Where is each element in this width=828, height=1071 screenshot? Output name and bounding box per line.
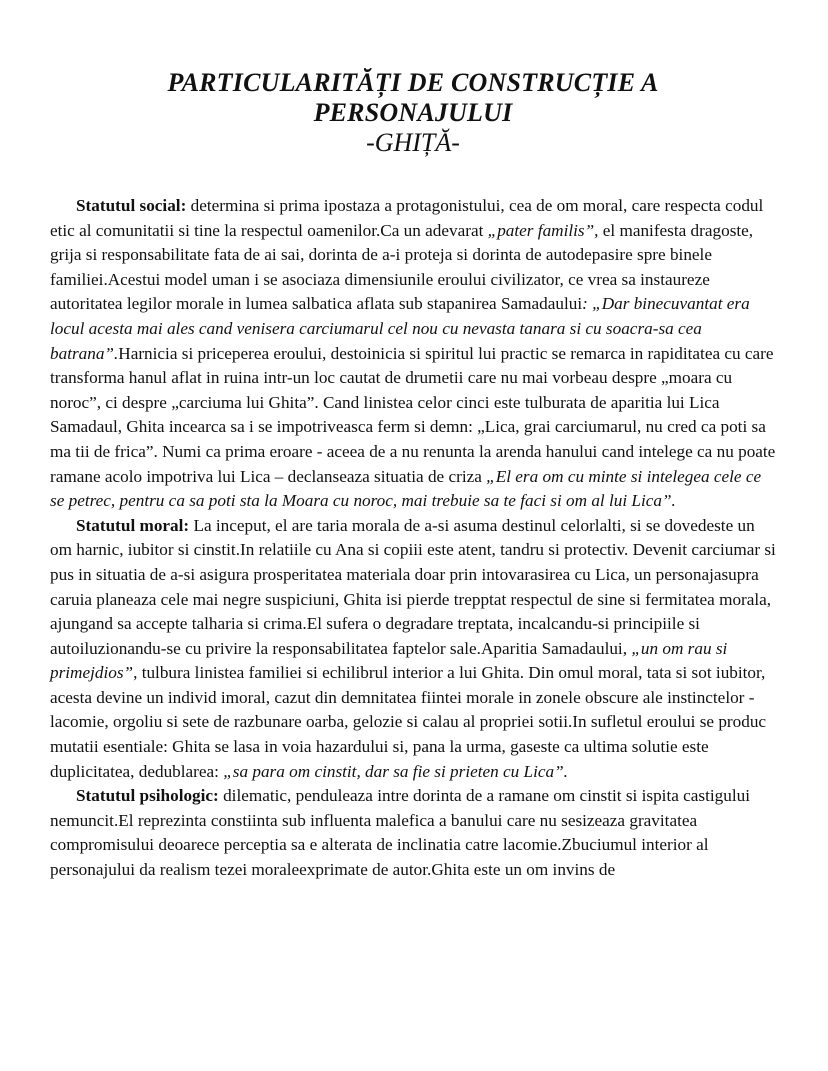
paragraph-psychological-status (50, 784, 776, 882)
document-subtitle: -GHIȚĂ- (366, 128, 460, 157)
section-heading: Statutul social: (76, 196, 187, 215)
paragraph-text: La inceput, el are taria morala de a-si asuma destinul celorlalti, si se dovedeste un om harnic, iubitor si cinstit.In relatiile cu Ana si copiii este atent, tandru si protectiv. Devenit carciumar si pus in situatia de a-si asigura prosperitatea materiala doar prin intovarasirea cu Lica, un personajasupra caruia planeaza cele mai negre suspiciuni, Ghita isi pierde trepptat respectul de sine si fermitatea morala, ajungand sa accepte talharia si crima.El sufera o degradare treptata, incalcandu-si principiile si autoiluzionandu-se cu privire la responsabilitatea faptelor sale.Aparitia Samadaului, (50, 515, 776, 658)
title-line-2: PERSONAJULUI (313, 98, 513, 127)
document-body (50, 194, 776, 883)
paragraph-moral-status (50, 514, 776, 785)
quote-text: „El era om cu minte si intelegea cele ce se petrec, pentru ca sa poti sta la Moara cu noroc, mai trebuie sa te faci si om al lui Lica”. (50, 466, 762, 511)
quote-text: „sa para om cinstit, dar sa fie si prieten cu Lica”. (223, 761, 568, 781)
paragraph-text: Harnicia si priceperea eroului, destoinicia si spiritul lui practic se remarca in rapiditatea cu care transforma hanul aflat in ruina intr-un loc cautat de drumetii care nu mai vorbeau despre „moara cu noroc”, ci despre „carciuma lui Ghita”. Cand linistea celor cinci este tulburata de aparitia lui Lica Samadaul, Ghita incearca sa i se impotriveasca ferm si demn: „Lica, grai carciumarul, nu cred ca poti sa ma tii de frica”. Numi ca prima eroare - aceea de a nu renunta la arenda hanului cand intelege ca nu poate ramane acolo impotriva lui Lica – declanseaza situatia de criza (50, 343, 776, 486)
paragraph-social-status (50, 194, 776, 514)
paragraph-text: dilematic, penduleaza intre dorinta de a ramane om cinstit si ispita castigului nemuncit.El reprezinta constiinta sub influenta malefica a banului care nu sesizeaza gravitatea compromisului deoarece perceptia sa e alterata de inclinatia catre lacomie.Zbuciumul interior al personajului da realism tezei moraleexprimate de autor.Ghita este un om invins de (50, 786, 750, 880)
section-heading: Statutul moral: (76, 515, 190, 535)
paragraph-text: determina si prima ipostaza a protagonistului, cea de om moral, care respecta codul etic al comunitatii si tine la respectul oamenilor.Ca un adevarat (50, 196, 764, 240)
paragraph-text: el manifesta dragoste, grija si responsabilitate fata de ai sai, dorinta de a-i proteja si dorinta de autodepasire spre binele familiei.Acestui model uman i se asociaza dimensiunile eroului civilizator, ce vrea sa instaureze autoritatea legilor morale in lumea salbatica aflata sub stapanirea Samadaului (50, 220, 754, 314)
document-title (50, 68, 776, 128)
title-line-1: PARTICULARITĂȚI DE CONSTRUCȚIE A (167, 68, 659, 97)
paragraph-text: , tulbura linistea familiei si echilibrul interior a lui Ghita. Din omul moral, tata si sot iubitor, acesta devine un individ imoral, cazut din demnitatea fiintei morale in zonele obscure ale instinctelor - lacomie, orgoliu si sete de razbunare oarba, gelozie si calau al propriei sotii.In sufletul eroului se produc mutatii esentiale: Ghita se lasa in voia hazardului si, pana la urma, gaseste ca ultima solutie este duplicitatea, dedublarea: (50, 663, 767, 781)
quote-text: : „Dar binecuvantat era locul acesta mai ales cand venisera carciumarul cel nou cu nevasta tanara si cu soacra-sa cea batrana”. (50, 294, 750, 363)
section-heading: Statutul psihologic: (76, 786, 219, 806)
quote-text: „pater familis”, (487, 220, 599, 240)
quote-text: „un om rau si primejdios” (50, 638, 728, 683)
